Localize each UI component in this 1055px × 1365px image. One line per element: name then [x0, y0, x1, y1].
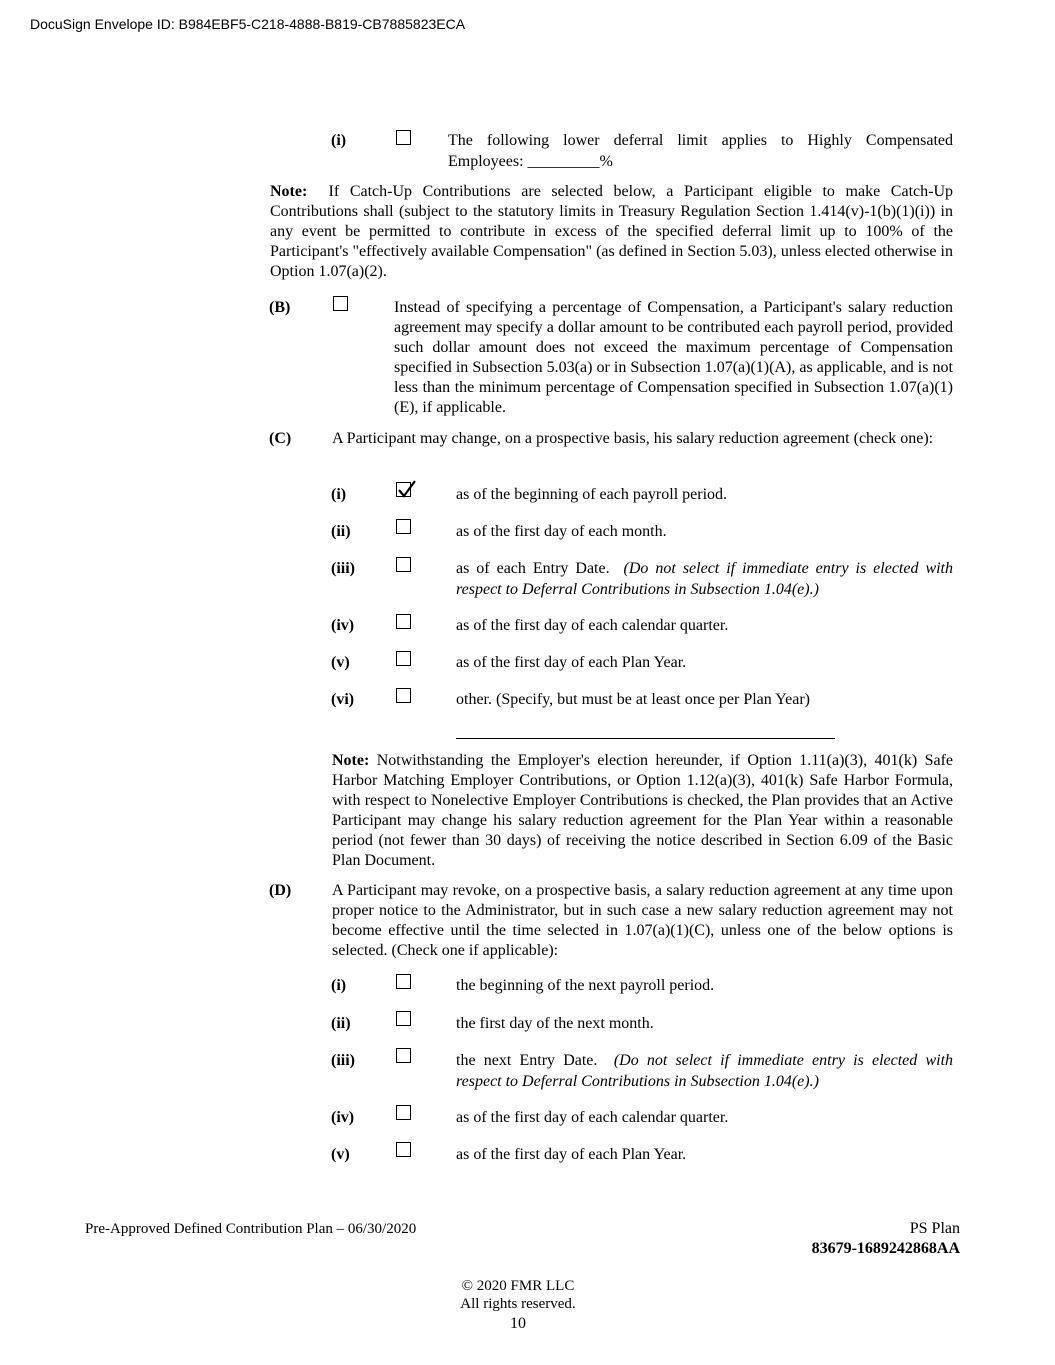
- c-option-label: (iii): [331, 560, 355, 577]
- c-option-note: (Do not select if immediate entry is elected with: [623, 560, 954, 577]
- c-option-text: other. (Specify, but must be at least once per Plan Year): [456, 691, 810, 708]
- note-label: Note:: [332, 752, 370, 769]
- c-option-text: as of the beginning of each payroll period.: [456, 486, 728, 503]
- d-option-text: the first day of the next month.: [456, 1015, 654, 1032]
- section-c-note: [332, 751, 953, 871]
- c-option-text: as of each Entry Date.: [456, 560, 610, 577]
- c-option-ii-checkbox[interactable]: [396, 519, 411, 534]
- c-option-label: (iv): [331, 617, 355, 634]
- footer-plan-type: PS Plan: [909, 1220, 960, 1237]
- c-option-text: as of the first day of each month.: [456, 523, 667, 540]
- item-a-i-text-line1: The following lower deferral limit applies to Highly Compensated: [448, 132, 953, 149]
- d-option-iii-checkbox[interactable]: [396, 1048, 411, 1063]
- item-a-i-checkbox[interactable]: [396, 130, 411, 145]
- c-option-label: (ii): [331, 523, 351, 540]
- checkmark-icon: [396, 479, 418, 501]
- c-option-label: (vi): [331, 691, 355, 708]
- c-option-vi-specify-line[interactable]: [456, 738, 835, 739]
- footer-rights: All rights reserved.: [460, 1296, 576, 1312]
- section-d-text: A Participant may revoke, on a prospective basis, a salary reduction agreement at any time upon proper notice to the Administrator, but in such case a new salary reduction agreement may not become effective until the time selected in 1.07(a)(1)(C), unless one of the below options is selected. (Check one if applicable):: [332, 882, 953, 959]
- d-option-text: the next Entry Date.: [456, 1052, 598, 1069]
- d-option-note2: respect to Deferral Contributions in Subsection 1.04(e).): [456, 1073, 819, 1090]
- section-d-label: (D): [269, 882, 292, 899]
- d-option-ii-checkbox[interactable]: [396, 1011, 411, 1026]
- c-option-i-checkbox[interactable]: [396, 482, 411, 497]
- note-text: If Catch-Up Contributions are selected below, a Participant eligible to make Catch-Up Contributions shall (subject to the statutory limits in Treasury Regulation Section 1.414(v)-1(b)(1)(i)) in any event be permitted to contribute in excess of the specified deferral limit up to 100% of the Participant's "effectively available Compensation" (as defined in Section 5.03), unless elected otherwise in Option 1.07(a)(2).: [270, 183, 953, 280]
- d-option-v-checkbox[interactable]: [396, 1142, 411, 1157]
- d-option-label: (i): [331, 977, 347, 994]
- d-option-label: (iv): [331, 1109, 355, 1126]
- section-c-label: (C): [269, 430, 292, 447]
- docusign-envelope-id: DocuSign Envelope ID: B984EBF5-C218-4888-B819-CB7885823ECA: [30, 16, 466, 32]
- section-b-checkbox[interactable]: [333, 296, 348, 311]
- note-catch-up: [270, 182, 953, 282]
- item-a-i-label: (i): [331, 132, 347, 149]
- d-option-text: as of the first day of each calendar quarter.: [456, 1109, 729, 1126]
- d-option-label: (v): [331, 1146, 350, 1163]
- section-b-label: (B): [269, 299, 291, 316]
- c-option-text: as of the first day of each calendar quarter.: [456, 617, 729, 634]
- c-option-label: (i): [331, 486, 347, 503]
- c-option-iv-checkbox[interactable]: [396, 614, 411, 629]
- c-option-iii-checkbox[interactable]: [396, 557, 411, 572]
- section-b-text: Instead of specifying a percentage of Compensation, a Participant's salary reduction agreement may specify a dollar amount to be contributed each payroll period, provided such dollar amount does not exceed the maximum percentage of Compensation specified in Subsection 5.03(a) or in Subsection 1.07(a)(1)(A), as applicable, and is not less than the minimum percentage of Compensation specified in Subsection 1.07(a)(1)(E), if applicable.: [394, 299, 953, 416]
- page-number: 10: [510, 1315, 526, 1332]
- c-option-label: (v): [331, 654, 350, 671]
- item-a-i-text-line2: Employees: _________%: [448, 153, 613, 170]
- d-option-note: (Do not select if immediate entry is elected with: [613, 1052, 954, 1069]
- d-option-label: (ii): [331, 1015, 351, 1032]
- c-option-v-checkbox[interactable]: [396, 651, 411, 666]
- d-option-iv-checkbox[interactable]: [396, 1105, 411, 1120]
- note-text: Notwithstanding the Employer's election hereunder, if Option 1.11(a)(3), 401(k) Safe Harbor Matching Employer Contributions, or Option 1.12(a)(3), 401(k) Safe Harbor Formula, with respect to Nonelective Employer Contributions is checked, the Plan provides that an Active Participant may change his salary reduction agreement for the Plan Year within a reasonable period (not fewer than 30 days) of receiving the notice described in Section 6.09 of the Basic Plan Document.: [332, 752, 954, 869]
- d-option-label: (iii): [331, 1052, 355, 1069]
- c-option-note2: respect to Deferral Contributions in Subsection 1.04(e).): [456, 581, 819, 598]
- c-option-text: as of the first day of each Plan Year.: [456, 654, 687, 671]
- c-option-vi-checkbox[interactable]: [396, 688, 411, 703]
- d-option-text: the beginning of the next payroll period.: [456, 977, 715, 994]
- section-c-text: A Participant may change, on a prospective basis, his salary reduction agreement (check one):: [332, 430, 934, 447]
- footer-plan-id: 83679-1689242868AA: [811, 1240, 960, 1257]
- footer-copyright: © 2020 FMR LLC: [461, 1278, 575, 1294]
- c-option-iii-line1: [456, 559, 953, 579]
- d-option-text: as of the first day of each Plan Year.: [456, 1146, 687, 1163]
- note-label: Note:: [270, 183, 308, 200]
- d-option-iii-line1: [456, 1051, 953, 1071]
- footer-plan-name: Pre-Approved Defined Contribution Plan – 06/30/2020: [85, 1221, 417, 1237]
- d-option-i-checkbox[interactable]: [396, 974, 411, 989]
